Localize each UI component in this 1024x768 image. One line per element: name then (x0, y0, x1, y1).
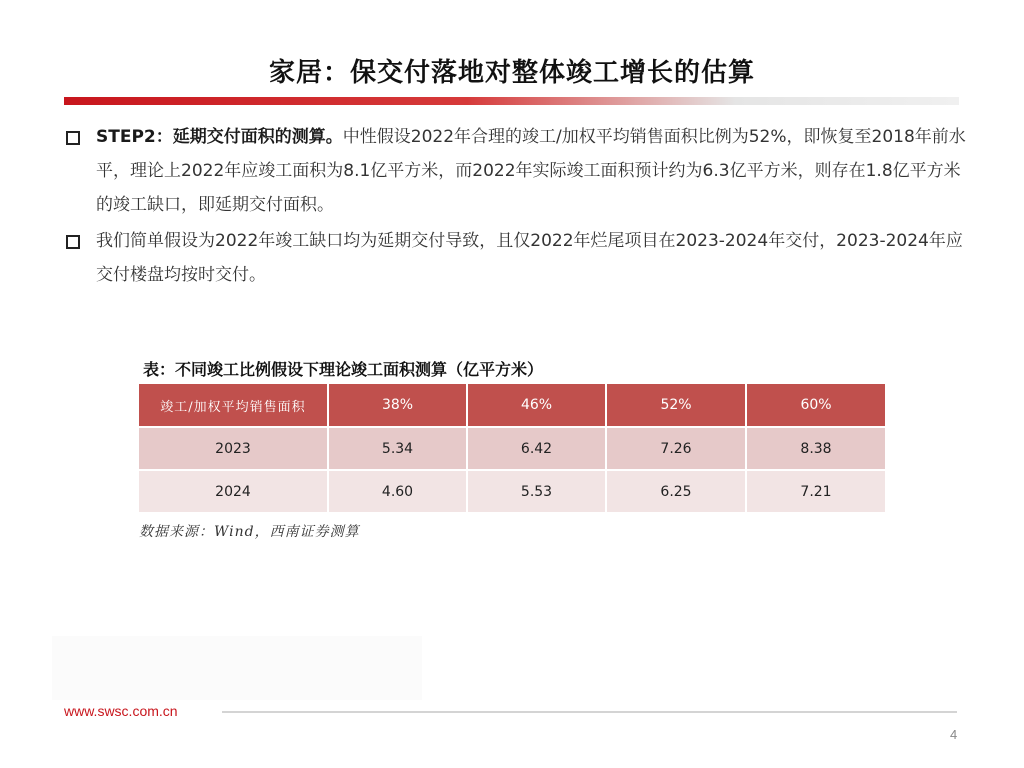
faint-watermark-box (52, 636, 422, 700)
bullet-item-assumption (66, 224, 966, 292)
table-cell: 7.21 (746, 470, 886, 513)
data-source-note: 数据来源：Wind，西南证券测算 (139, 524, 360, 540)
square-bullet-icon (66, 131, 80, 145)
table-cell: 6.42 (467, 427, 606, 470)
bullet-list (66, 120, 966, 294)
table-cell-year: 2023 (139, 427, 328, 470)
bullet-bold-lead: STEP2：延期交付面积的测算。 (96, 127, 343, 147)
page-number: 4 (950, 727, 958, 742)
title-underline-bar (64, 97, 959, 105)
bullet-text: 我们简单假设为2022年竣工缺口均为延期交付导致，且仅2022年烂尾项目在2023-2024年交付，2023-2024年应交付楼盘均按时交付。 (96, 231, 963, 285)
table-column-header: 38% (328, 384, 467, 427)
completion-area-table (139, 384, 887, 514)
bullet-text: 中性假设2022年合理的竣工/加权平均销售面积比例为52%，即恢复至2018年前水平，理论上2022年应竣工面积为8.1亿平方米，而2022年实际竣工面积预计约为6.3亿平方米，则存在1.8亿平方米的竣工缺口，即延期交付面积。 (96, 127, 966, 215)
table-column-header: 52% (606, 384, 746, 427)
table-column-header: 60% (746, 384, 886, 427)
square-bullet-icon (66, 235, 80, 249)
table-cell-year: 2024 (139, 470, 328, 513)
page-title: 家居：保交付落地对整体竣工增长的估算 (268, 58, 755, 88)
table-header-row (139, 384, 886, 427)
table-cell: 7.26 (606, 427, 746, 470)
table-row-header-label: 竣工/加权平均销售面积 (139, 384, 328, 427)
footer-divider (222, 711, 957, 713)
table-cell: 6.25 (606, 470, 746, 513)
bullet-item-step2 (66, 120, 966, 222)
table-cell: 5.53 (467, 470, 606, 513)
table-column-header: 46% (467, 384, 606, 427)
table-cell: 5.34 (328, 427, 467, 470)
table-cell: 4.60 (328, 470, 467, 513)
footer-website-link[interactable]: www.swsc.com.cn (64, 703, 178, 719)
table-title: 表：不同竣工比例假设下理论竣工面积测算（亿平方米） (143, 360, 544, 379)
table-row (139, 427, 886, 470)
table-cell: 8.38 (746, 427, 886, 470)
table-row (139, 470, 886, 513)
